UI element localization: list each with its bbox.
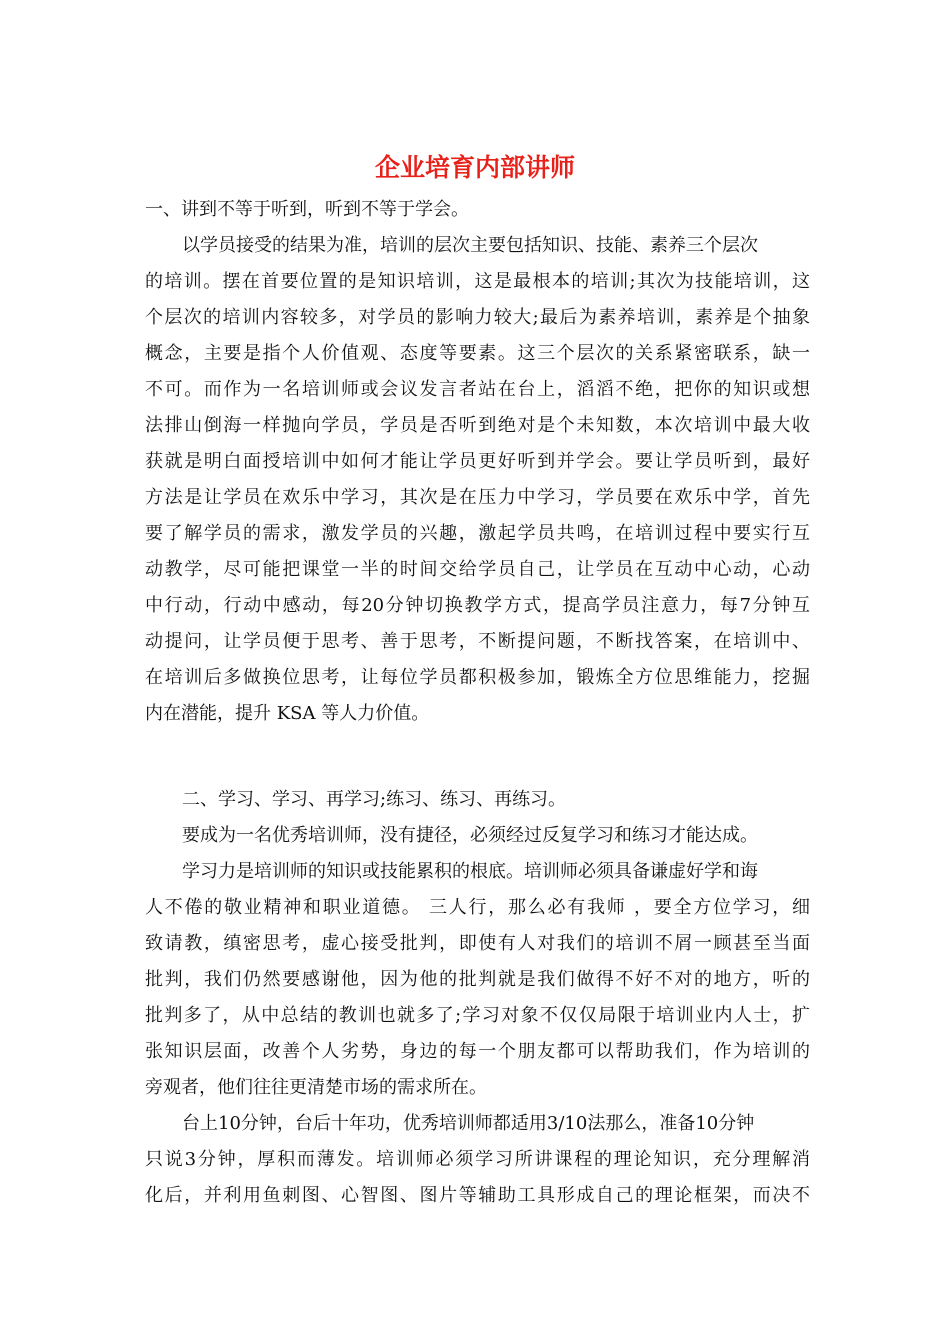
paragraph-line: 人不倦的敬业精神和职业道德。 三人行，那么必有我师 ，要全方位学习，细 bbox=[145, 897, 810, 918]
paragraph-line: 动教学，尽可能把课堂一半的时间交给学员自己，让学员在互动中心动，心动 bbox=[145, 559, 810, 580]
paragraph-line: 张知识层面，改善个人劣势，身边的每一个朋友都可以帮助我们，作为培训的 bbox=[145, 1041, 810, 1062]
paragraph-line: 致请教，缜密思考，虚心接受批判，即使有人对我们的培训不屑一顾甚至当面 bbox=[145, 933, 810, 954]
paragraph-line: 旁观者，他们往往更清楚市场的需求所在。 bbox=[145, 1077, 487, 1098]
paragraph-line: 以学员接受的结果为准，培训的层次主要包括知识、技能、素养三个层次 bbox=[182, 235, 758, 256]
paragraph-line: 只说3分钟，厚积而薄发。培训师必须学习所讲课程的理论知识，充分理解消 bbox=[145, 1149, 810, 1170]
paragraph-line: 学习力是培训师的知识或技能累积的根底。培训师必须具备谦虚好学和诲 bbox=[182, 861, 758, 882]
paragraph-line: 内在潜能，提升 KSA 等人力价值。 bbox=[145, 703, 430, 724]
paragraph-line: 个层次的培训内容较多，对学员的影响力较大;最后为素养培训，素养是个抽象 bbox=[145, 307, 810, 328]
paragraph-line: 法排山倒海一样抛向学员，学员是否听到绝对是个未知数，本次培训中最大收 bbox=[145, 415, 810, 436]
paragraph-line: 中行动，行动中感动，每20分钟切换教学方式，提高学员注意力，每7分钟互 bbox=[145, 595, 810, 616]
paragraph-line: 的培训。摆在首要位置的是知识培训，这是最根本的培训;其次为技能培训，这 bbox=[145, 271, 810, 292]
paragraph-line: 获就是明白面授培训中如何才能让学员更好听到并学会。要让学员听到，最好 bbox=[145, 451, 810, 472]
paragraph-line: 概念，主要是指个人价值观、态度等要素。这三个层次的关系紧密联系，缺一 bbox=[145, 343, 810, 364]
paragraph-line: 批判多了，从中总结的教训也就多了;学习对象不仅仅局限于培训业内人士，扩 bbox=[145, 1005, 810, 1026]
section-heading-2: 二、学习、学习、再学习;练习、练习、再练习。 bbox=[182, 789, 567, 810]
paragraph-line: 要成为一名优秀培训师，没有捷径，必须经过反复学习和练习才能达成。 bbox=[182, 825, 758, 846]
section-heading-1: 一、讲到不等于听到，听到不等于学会。 bbox=[145, 199, 469, 220]
paragraph-line: 不可。而作为一名培训师或会议发言者站在台上，滔滔不绝，把你的知识或想 bbox=[145, 379, 810, 400]
document-body bbox=[145, 195, 810, 1305]
paragraph-line: 要了解学员的需求，激发学员的兴趣，激起学员共鸣，在培训过程中要实行互 bbox=[145, 523, 810, 544]
paragraph-line: 方法是让学员在欢乐中学习，其次是在压力中学习，学员要在欢乐中学，首先 bbox=[145, 487, 810, 508]
paragraph-line: 批判，我们仍然要感谢他，因为他的批判就是我们做得不好不对的地方，听的 bbox=[145, 969, 810, 990]
paragraph-line: 台上10分钟，台后十年功，优秀培训师都适用3/10法那么，准备10分钟 bbox=[182, 1113, 755, 1134]
paragraph-line: 在培训后多做换位思考，让每位学员都积极参加，锻炼全方位思维能力，挖掘 bbox=[145, 667, 810, 688]
paragraph-line: 动提问，让学员便于思考、善于思考，不断提问题，不断找答案，在培训中、 bbox=[145, 631, 810, 652]
document-title: 企业培育内部讲师 bbox=[374, 153, 575, 182]
paragraph-line: 化后，并利用鱼刺图、心智图、图片等辅助工具形成自己的理论框架，而决不 bbox=[145, 1185, 810, 1206]
